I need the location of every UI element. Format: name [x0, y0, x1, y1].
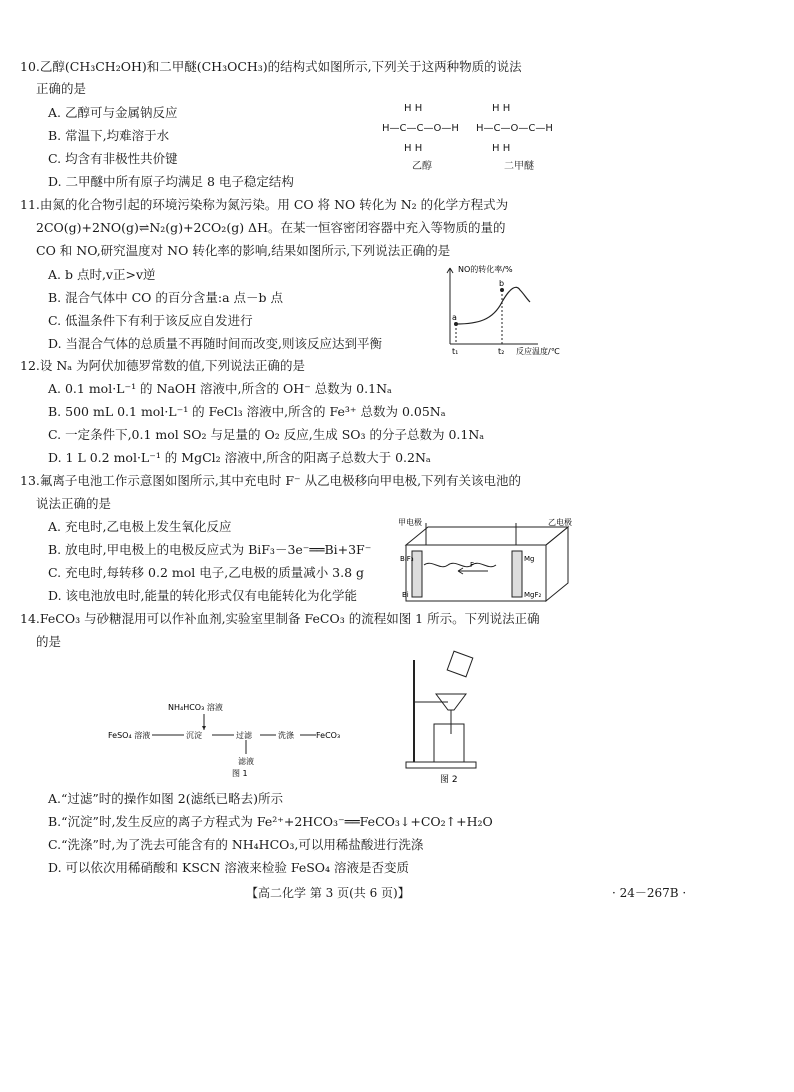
q10-option-b: B. 常温下,均难溶于水: [48, 128, 170, 143]
footer-page-label: 【高二化学 第 3 页(共 6 页)】: [246, 886, 410, 900]
chart-ylabel: NO的转化率/%: [458, 265, 513, 274]
q11-option-c: C. 低温条件下有利于该反应自发进行: [48, 313, 253, 328]
chart-t2: t₂: [498, 347, 505, 356]
q10-option-d: D. 二甲醚中所有原子均满足 8 电子稳定结构: [48, 174, 294, 189]
flow-step-feco3: FeCO₃: [316, 731, 341, 740]
mg-label: Mg: [524, 555, 535, 563]
q10-option-c: C. 均含有非极性共价键: [48, 151, 178, 166]
ethanol-label: 乙醇: [412, 161, 432, 172]
q14-stem-line1: 14.FeCO₃ 与砂糖混用可以作补血剂,实验室里制备 FeCO₃ 的流程如图 1 所示。下列说法正确: [20, 611, 540, 626]
q14-option-c: C.“洗涤”时,为了洗去可能含有的 NH₄HCO₃,可以用稀盐酸进行洗涤: [48, 837, 424, 852]
ethanol-h-bottom: H H: [404, 143, 423, 154]
mgf2-label: MgF₂: [524, 591, 542, 599]
q14-option-d: D. 可以依次用稀硝酸和 KSCN 溶液来检验 FeSO₄ 溶液是否变质: [48, 860, 410, 875]
q12-option-c: C. 一定条件下,0.1 mol SO₂ 与足量的 O₂ 反应,生成 SO₃ 的分子总数为 0.1Nₐ: [48, 427, 485, 442]
q13-battery-figure: [398, 515, 578, 605]
right-electrode-label: 乙电极: [548, 518, 572, 527]
flow-fig1-caption: 图 1: [232, 769, 248, 778]
q13-option-b: B. 放电时,甲电极上的电极反应式为 BiF₃－3e⁻══Bi+3F⁻: [48, 542, 372, 557]
q11-stem-line2: 2CO(g)+2NO(g)⇌N₂(g)+2CO₂(g) ΔH。在某一恒容密闭容器中充入等物质的量的: [36, 220, 506, 235]
flow-step-wash: 洗涤: [278, 731, 294, 740]
q11-option-d: D. 当混合气体的总质量不再随时间而改变,则该反应达到平衡: [48, 336, 382, 351]
flow-step-filter: 过滤: [236, 731, 252, 740]
ether-formula: H—C—O—C—H: [476, 123, 553, 134]
q14-filtration-apparatus: [400, 650, 510, 785]
q12-stem: 12.设 Nₐ 为阿伏加德罗常数的值,下列说法正确的是: [20, 358, 306, 373]
ether-h-bottom: H H: [492, 143, 511, 154]
q13-option-d: D. 该电池放电时,能量的转化形式仅有电能转化为化学能: [48, 588, 357, 603]
q12-option-a: A. 0.1 mol·L⁻¹ 的 NaOH 溶液中,所含的 OH⁻ 总数为 0.1Nₐ: [48, 381, 392, 396]
q10-stem-line2: 正确的是: [36, 81, 87, 96]
q13-stem-line2: 说法正确的是: [36, 496, 112, 511]
chart-point-a: a: [452, 313, 457, 322]
q12-option-b: B. 500 mL 0.1 mol·L⁻¹ 的 FeCl₃ 溶液中,所含的 Fe³⁺ 总数为 0.05Nₐ: [48, 404, 446, 419]
ethanol-formula: H—C—C—O—H: [382, 123, 459, 134]
flow-reagent: NH₄HCO₃ 溶液: [168, 703, 223, 712]
bif3-label: BiF₃: [400, 555, 414, 563]
q11-option-a: A. b 点时,v正>v逆: [48, 267, 156, 282]
chart-point-b: b: [499, 279, 505, 288]
q13-stem-line1: 13.氟离子电池工作示意图如图所示,其中充电时 F⁻ 从乙电极移向甲电极,下列有关该电池的: [20, 473, 522, 488]
q13-option-c: C. 充电时,每转移 0.2 mol 电子,乙电极的质量减小 3.8 g: [48, 565, 365, 580]
bi-label: Bi: [402, 591, 409, 599]
footer-code: · 24－267B ·: [612, 886, 687, 900]
q13-option-a: A. 充电时,乙电极上发生氧化反应: [48, 519, 232, 534]
q12-option-d: D. 1 L 0.2 mol·L⁻¹ 的 MgCl₂ 溶液中,所含的阳离子总数大于 0.2Nₐ: [48, 450, 431, 465]
f-ion-label: F⁻: [470, 561, 478, 569]
q11-stem-line1: 11.由氮的化合物引起的环境污染称为氮污染。用 CO 将 NO 转化为 N₂ 的化学方程式为: [20, 197, 509, 212]
q14-option-a: A.“过滤”时的操作如图 2(滤纸已略去)所示: [48, 791, 283, 806]
ether-label: 二甲醚: [504, 161, 534, 172]
flow-filtrate: 滤液: [238, 757, 254, 766]
q11-option-b: B. 混合气体中 CO 的百分含量:a 点－b 点: [48, 290, 284, 305]
ethanol-h-top: H H: [404, 103, 423, 114]
q14-flowchart: [104, 700, 344, 780]
q10-stem-line1: 10.乙醇(CH₃CH₂OH)和二甲醚(CH₃OCH₃)的结构式如图所示,下列关于这两种物质的说法: [20, 59, 522, 74]
q10-structure-figure: [382, 100, 562, 180]
left-electrode-label: 甲电极: [398, 518, 422, 527]
q14-option-b: B.“沉淀”时,发生反应的离子方程式为 Fe²⁺+2HCO₃⁻══FeCO₃↓+CO₂↑+H₂O: [48, 814, 493, 829]
chart-t1: t₁: [452, 347, 459, 356]
q14-stem-line2: 的是: [36, 634, 62, 649]
q11-conversion-chart: [438, 262, 588, 357]
flow-step-feso4: FeSO₄ 溶液: [108, 731, 151, 740]
ether-h-top: H H: [492, 103, 511, 114]
fig2-caption: 图 2: [440, 775, 458, 785]
chart-xlabel: 反应温度/℃: [516, 347, 560, 356]
q10-option-a: A. 乙醇可与金属钠反应: [48, 105, 178, 120]
q11-stem-line3: CO 和 NO,研究温度对 NO 转化率的影响,结果如图所示,下列说法正确的是: [36, 243, 451, 258]
flow-step-precipitate: 沉淀: [186, 731, 202, 740]
